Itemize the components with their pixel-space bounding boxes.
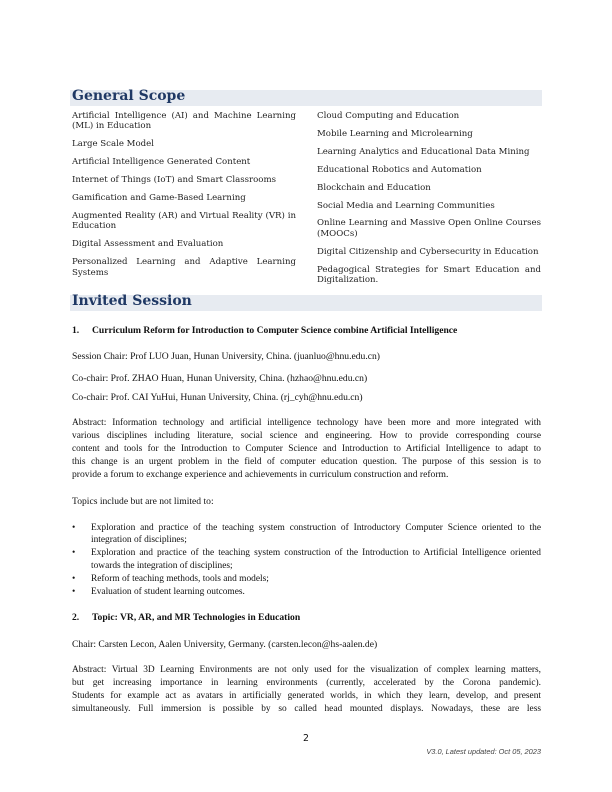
abstract-line: Abstract: Information technology and artificial intelligence technology have been more and more integrated with	[72, 418, 541, 428]
abstract-last-line: provide a forum to exchange experience and achievements in curriculum construction and reform.	[72, 469, 449, 480]
topics-list	[72, 522, 541, 599]
session-2-abstract	[72, 664, 541, 716]
scope-item: Mobile Learning and Microlearning	[317, 128, 473, 139]
abstract-line: simultaneously. Full immersion is possible by so called head mounted displays. Nowadays, these are less	[72, 704, 541, 714]
session-2-chair: Chair: Carsten Lecon, Aalen University, Germany. (carsten.lecon@hs-aalen.de)	[72, 639, 378, 650]
scope-item: Digital Citizenship and Cybersecurity in Education	[317, 246, 539, 257]
abstract-line: various disciplines including literature, social science and engineering. How to provide corresponding course	[72, 431, 541, 441]
general-scope-title: General Scope	[72, 88, 186, 104]
scope-item: Social Media and Learning Communities	[317, 200, 495, 211]
scope-item: Internet of Things (IoT) and Smart Classrooms	[72, 175, 277, 186]
abstract-line: this change is an urgent problem in the field of computer education question. The purpose of this session is to	[72, 457, 541, 467]
abstract-line: Students for example act as avatars in artificially generated worlds, in which they learn, develop, and present	[72, 691, 541, 701]
scope-left-column	[72, 111, 296, 285]
version-note: V3.0, Latest updated: Oct 05, 2023	[426, 747, 541, 756]
invited-session-title: Invited Session	[72, 293, 192, 309]
bullet-icon: •	[72, 523, 76, 533]
session-2-title: Topic: VR, AR, and MR Technologies in Education	[92, 612, 301, 623]
session-1-chair: Session Chair: Prof LUO Juan, Hunan University, China. (juanluo@hnu.edu.cn)	[72, 351, 380, 362]
topic-text: Exploration and practice of the teaching system construction of the Introduction to Artificial Intelligence oriented towards the integration of disciplines;	[91, 548, 541, 571]
scope-item: Pedagogical Strategies for Smart Education and Digitalization.	[317, 264, 541, 286]
scope-item: Artificial Intelligence Generated Content	[72, 157, 251, 168]
scope-item: Gamification and Game-Based Learning	[72, 193, 246, 204]
scope-item: Large Scale Model	[72, 139, 154, 150]
list-item	[72, 522, 541, 546]
topic-text: Evaluation of student learning outcomes.	[91, 587, 245, 598]
scope-right-column	[317, 111, 541, 293]
topic-text: Reform of teaching methods, tools and models;	[91, 573, 269, 584]
bullet-icon: •	[72, 587, 76, 598]
abstract-line: content and tools for the Introduction to Computer Science and Introduction to Artificial Intelligence to adapt to	[72, 444, 541, 454]
bullet-icon: •	[72, 573, 76, 584]
general-scope-header	[70, 90, 542, 106]
session-1-cochair-1: Co-chair: Prof. ZHAO Huan, Hunan University, China. (hzhao@hnu.edu.cn)	[72, 373, 368, 384]
scope-item: Cloud Computing and Education	[317, 111, 460, 121]
abstract-line: Abstract: Virtual 3D Learning Environments are not only used for the visualization of complex learning matters,	[72, 665, 541, 675]
scope-item: Blockchain and Education	[317, 182, 431, 193]
session-1-cochair-2: Co-chair: Prof. CAI YuHui, Hunan University, China. (rj_cyh@hnu.edu.cn)	[72, 392, 363, 403]
list-item	[72, 573, 541, 585]
scope-item: Augmented Reality (AR) and Virtual Reality (VR) in Education	[72, 210, 296, 232]
scope-item: Personalized Learning and Adaptive Learning Systems	[72, 257, 296, 278]
scope-item: Online Learning and Massive Open Online Courses (MOOCs)	[317, 218, 541, 239]
abstract-line: but get increasing importance in learning environments (currently, accelerated by the Corona pandemic).	[72, 678, 541, 688]
scope-item: Artificial Intelligence (AI) and Machine Learning (ML) in Education	[72, 111, 296, 132]
scope-item: Educational Robotics and Automation	[317, 164, 482, 175]
page-number: 2	[303, 733, 309, 744]
list-item	[72, 547, 541, 571]
topics-intro: Topics include but are not limited to:	[72, 496, 214, 507]
session-2-number: 2.	[72, 612, 80, 623]
session-1-heading	[72, 325, 457, 336]
session-2-heading	[72, 612, 300, 623]
session-1-number: 1.	[72, 325, 80, 336]
topic-text: Exploration and practice of the teaching system construction of Introductory Computer Science oriented to the integration of disciplines;	[91, 523, 541, 546]
list-item	[72, 586, 541, 598]
session-1-abstract	[72, 417, 541, 469]
invited-session-header	[70, 295, 542, 311]
bullet-icon: •	[72, 548, 76, 559]
session-1-title: Curriculum Reform for Introduction to Computer Science combine Artificial Intelligence	[92, 325, 458, 336]
scope-item: Learning Analytics and Educational Data Mining	[317, 146, 530, 157]
scope-item: Digital Assessment and Evaluation	[72, 239, 224, 250]
